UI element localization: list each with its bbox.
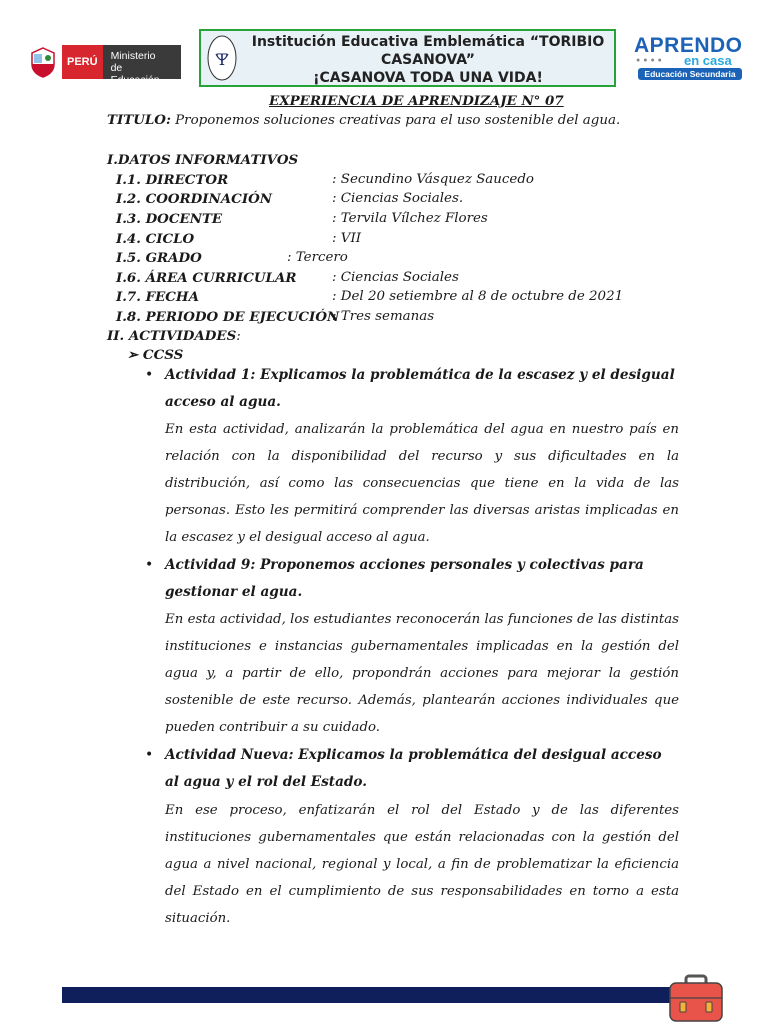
school-line-1: Institución Educativa Emblemática “TORIBIO bbox=[251, 34, 605, 50]
info-label-coordinacion: I.2. COORDINACIÓN bbox=[116, 191, 273, 207]
info-value-periodo: : Tres semanas bbox=[332, 309, 435, 324]
info-value-docente: : Tervila Vílchez Flores bbox=[332, 211, 488, 226]
ministry-label bbox=[103, 45, 181, 86]
info-label-grado: I.5. GRADO bbox=[116, 250, 202, 266]
activity-1-body: En esta actividad, analizarán la problemática del agua en nuestro país en relación con la disponibilidad del recurso y sus dificultades en la distribución, así como las consecuencias que tiene en la vida de las personas. Esto les permitirá comprender las diversas aristas implicadas en la escasez y el desigual acceso al agua. bbox=[165, 422, 679, 545]
aprendo-en-casa-logo bbox=[634, 36, 744, 84]
school-emblem-icon bbox=[207, 34, 237, 82]
section-actividades-label: II. ACTIVIDADES bbox=[107, 328, 237, 344]
title-label: TITULO: bbox=[107, 112, 171, 128]
svg-text:T: T bbox=[216, 50, 228, 69]
aprendo-level-strip: Educación Secundaria bbox=[638, 68, 742, 80]
activity-9-title: Actividad 9: Proponemos acciones personales y colectivas para gestionar el agua. bbox=[165, 557, 644, 600]
school-line-2: CASANOVA” bbox=[381, 52, 475, 68]
info-label-fecha: I.7. FECHA bbox=[116, 289, 199, 305]
briefcase-icon bbox=[666, 972, 726, 1024]
ccss-label: CCSS bbox=[142, 347, 184, 363]
activity-nueva-body: En ese proceso, enfatizarán el rol del Estado y de las diferentes instituciones gubernamentales que están relacionadas con la gestión del agua a nivel nacional, regional y local, a fin de problematizar la eficiencia del Estado en el cumplimiento de sus responsabilidades en torno a esta situación. bbox=[165, 803, 679, 926]
bullet-dot-icon: • bbox=[145, 557, 154, 573]
activity-9-body: En esta actividad, los estudiantes reconocerán las funciones de las distintas instituciones e instancias gubernamentales implicadas en la gestión del agua y, a partir de ello, propondrán acciones para mejorar la gestión sostenible de este recurso. Además, plantearán acciones individuales que pueden contribuir a su cuidado. bbox=[165, 612, 679, 735]
document-title-line bbox=[107, 111, 620, 130]
school-name bbox=[245, 33, 611, 87]
activity-1-title: Actividad 1: Explicamos la problemática de la escasez y el desigual acceso al agua. bbox=[165, 367, 675, 410]
info-value-grado: : Tercero bbox=[287, 250, 348, 265]
info-label-director: I.1. DIRECTOR bbox=[116, 172, 229, 188]
minedu-logo bbox=[28, 44, 181, 86]
info-value-fecha: : Del 20 setiembre al 8 de octubre de 2021 bbox=[332, 289, 624, 304]
info-label-area: I.6. ÁREA CURRICULAR bbox=[116, 270, 297, 286]
activity-nueva-title: Actividad Nueva: Explicamos la problemática del desigual acceso al agua y el rol del Estado. bbox=[165, 747, 662, 790]
info-value-area: : Ciencias Sociales bbox=[332, 270, 459, 285]
peru-shield-icon bbox=[28, 46, 58, 78]
aprendo-subtitle: en casa bbox=[684, 53, 732, 68]
aprendo-dots-icon: ●●●● bbox=[636, 57, 665, 64]
section-actividades-colon: : bbox=[236, 329, 241, 344]
peru-label: PERÚ bbox=[62, 45, 103, 79]
ministry-line-2: de Educación bbox=[110, 62, 160, 86]
section-actividades bbox=[107, 327, 241, 346]
arrow-bullet-icon: ➢ bbox=[127, 347, 139, 363]
info-value-director: : Secundino Vásquez Saucedo bbox=[332, 172, 534, 187]
bullet-dot-icon: • bbox=[145, 747, 154, 763]
section-datos-informativos: I.DATOS INFORMATIVOS bbox=[107, 152, 299, 168]
aprendo-title: APRENDO bbox=[634, 34, 743, 57]
info-label-docente: I.3. DOCENTE bbox=[116, 211, 223, 227]
ministry-line-1: Ministerio bbox=[110, 50, 156, 62]
page-header bbox=[0, 0, 768, 92]
bullet-dot-icon: • bbox=[145, 367, 154, 383]
info-label-periodo: I.8. PERIODO DE EJECUCIÓN bbox=[116, 309, 340, 325]
school-line-3: ¡CASANOVA TODA UNA VIDA! bbox=[313, 70, 543, 86]
school-title-box bbox=[199, 29, 616, 87]
info-value-coordinacion: : Ciencias Sociales. bbox=[332, 191, 464, 206]
info-value-ciclo: : VII bbox=[332, 231, 362, 246]
footer-bar bbox=[62, 987, 677, 1003]
document-heading: EXPERIENCIA DE APRENDIZAJE N° 07 bbox=[269, 93, 564, 109]
title-text: Proponemos soluciones creativas para el uso sostenible del agua. bbox=[175, 113, 621, 128]
info-label-ciclo: I.4. CICLO bbox=[116, 231, 195, 247]
